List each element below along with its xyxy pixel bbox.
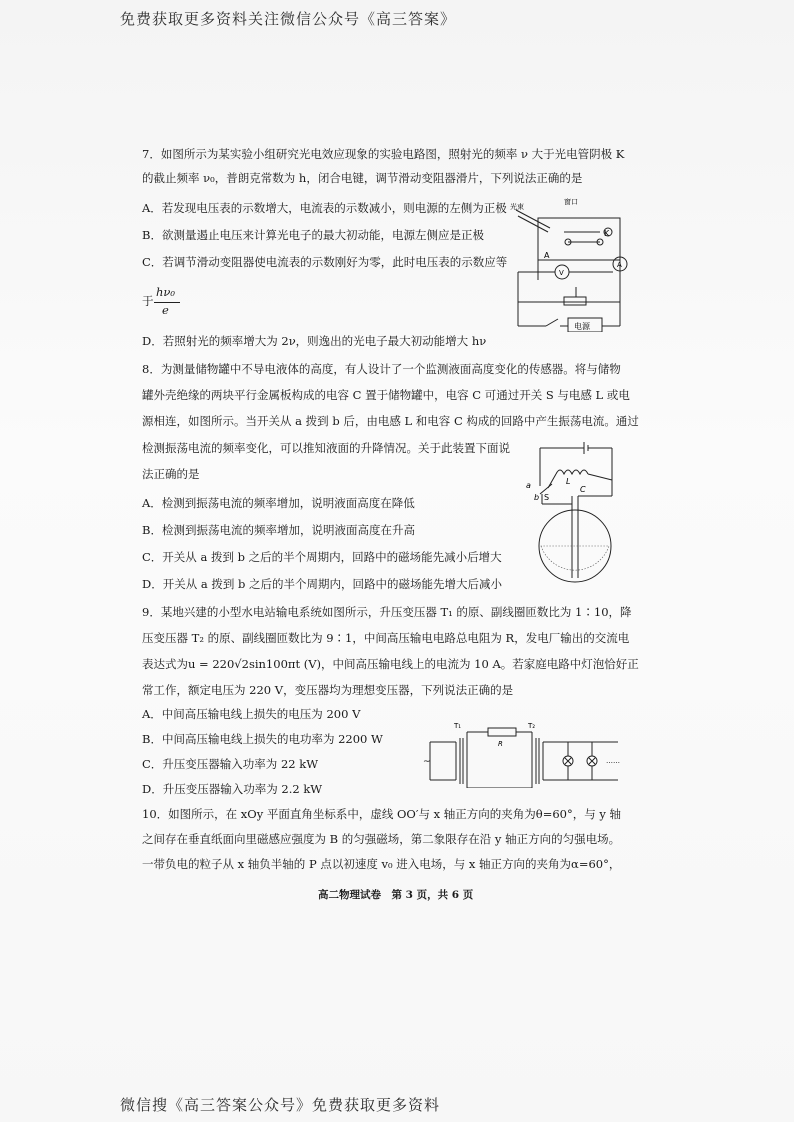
- q7-option-d: D．若照射光的频率增大为 2ν，则逸出的光电子最大初动能增大 hν: [142, 334, 487, 348]
- q7-fig-ammeter-label: A: [617, 261, 622, 269]
- q7-c-prefix: 于: [142, 294, 154, 308]
- q8-option-b: B．检测到振荡电流的频率增加，说明液面高度在升高: [142, 523, 415, 537]
- q8-stem-line1: 8．为测量储物罐中不导电液体的高度，有人设计了一个监测液面高度变化的传感器。将与储物: [142, 362, 621, 376]
- q7-c-denominator: e: [162, 303, 169, 317]
- q8-fig-c-label: C: [580, 485, 586, 494]
- q9-option-b: B．中间高压输电线上损失的电功率为 2200 W: [142, 732, 383, 746]
- q10-stem-line3: 一带负电的粒子从 x 轴负半轴的 P 点以初速度 v₀ 进入电场，与 x 轴正方向的夹角为α=60°，: [142, 857, 621, 871]
- q9-option-c: C．升压变压器输入功率为 22 kW: [142, 757, 319, 771]
- q7-option-a: A．若发现电压表的示数增大，电流表的示数减小，则电源的左侧为正极: [142, 201, 507, 215]
- q7-option-c: C．若调节滑动变阻器使电流表的示数刚好为零，此时电压表的示数应等: [142, 255, 508, 269]
- bottom-banner: 微信搜《高三答案公众号》免费获取更多资料: [120, 1096, 441, 1114]
- q8-option-a: A．检测到振荡电流的频率增加，说明液面高度在降低: [142, 496, 415, 510]
- q10-stem-line2: 之间存在垂直纸面向里磁感应强度为 B 的匀强磁场，第二象限存在沿 y 轴正方向的匀强电场。: [142, 832, 621, 846]
- q7-fig-a-label: A: [544, 251, 550, 260]
- q8-fig-a-label: a: [526, 481, 531, 490]
- q9-fig-ac-source-symbol: ~: [423, 757, 431, 767]
- q8-stem-line5: 法正确的是: [142, 467, 200, 481]
- q8-lc-circuit-tank-figure: [520, 438, 626, 594]
- q8-fig-b-label: b: [534, 493, 540, 502]
- q7-fig-source-label: 电源: [574, 322, 590, 331]
- q8-stem-line2: 罐外壳绝缘的两块平行金属板构成的电容 C 置于储物罐中，电容 C 可通过开关 S 与电感 L 或电: [142, 388, 630, 402]
- q7-fig-k-label: K: [604, 229, 610, 238]
- q7-option-b: B．欲测量遏止电压来计算光电子的最大初动能，电源左侧应是正极: [142, 228, 484, 242]
- q9-option-d: D．升压变压器输入功率为 2.2 kW: [142, 782, 323, 796]
- q9-fig-t1-label: T₁: [454, 722, 462, 730]
- page-footer: 高二物理试卷 第 3 页，共 6 页: [318, 889, 474, 901]
- q8-fig-s-label: S: [544, 493, 550, 502]
- q9-fig-t2-label: T₂: [528, 722, 536, 730]
- q8-stem-line3: 源相连，如图所示。当开关从 a 拨到 b 后，由电感 L 和电容 C 构成的回路中产生振荡电流。通过: [142, 414, 639, 428]
- q7-fig-voltmeter-label: V: [559, 269, 564, 277]
- q9-stem-line4: 常工作，额定电压为 220 V，变压器均为理想变压器，下列说法正确的是: [142, 683, 514, 697]
- q9-fig-ellipsis: ……: [606, 757, 620, 765]
- q10-stem-line1: 10．如图所示，在 xOy 平面直角坐标系中，虚线 OO′与 x 轴正方向的夹角为θ=60°，与 y 轴: [142, 807, 622, 821]
- q9-fig-r-label: R: [498, 740, 503, 748]
- q7-fig-window-label: 窗口: [564, 198, 578, 206]
- q9-stem-line1: 9．某地兴建的小型水电站输电系统如图所示，升压变压器 T₁ 的原、副线圈匝数比为 1∶10，降: [142, 605, 632, 619]
- q9-stem-line3: 表达式为u = 220√2sin100πt (V)，中间高压输电线上的电流为 10 A。若家庭电路中灯泡恰好正: [142, 657, 639, 671]
- top-banner: 免费获取更多资料关注微信公众号《高三答案》: [120, 10, 457, 28]
- q7-photoelectric-circuit-figure: [508, 192, 634, 332]
- q8-option-c: C．开关从 a 拨到 b 之后的半个周期内，回路中的磁场能先减小后增大: [142, 550, 502, 564]
- q7-stem-line2: 的截止频率 ν₀，普朗克常数为 h，闭合电键，调节滑动变阻器滑片，下列说法正确的是: [142, 171, 583, 185]
- q7-c-numerator: hν₀: [156, 285, 176, 299]
- q8-fig-l-label: L: [566, 477, 571, 486]
- q7-fig-light-label: 光束: [510, 203, 524, 211]
- q9-power-transmission-figure: [420, 718, 634, 788]
- q8-stem-line4: 检测振荡电流的频率变化，可以推知液面的升降情况。关于此装置下面说: [142, 441, 510, 455]
- q8-option-d: D．开关从 a 拨到 b 之后的半个周期内，回路中的磁场能先增大后减小: [142, 577, 503, 591]
- q7-stem-line1: 7．如图所示为某实验小组研究光电效应现象的实验电路图，照射光的频率 ν 大于光电管阴极 K: [142, 147, 625, 161]
- q9-stem-line2: 压变压器 T₂ 的原、副线圈匝数比为 9∶1，中间高压输电电路总电阻为 R，发电厂输出的交流电: [142, 631, 630, 645]
- q9-option-a: A．中间高压输电线上损失的电压为 200 V: [142, 707, 361, 721]
